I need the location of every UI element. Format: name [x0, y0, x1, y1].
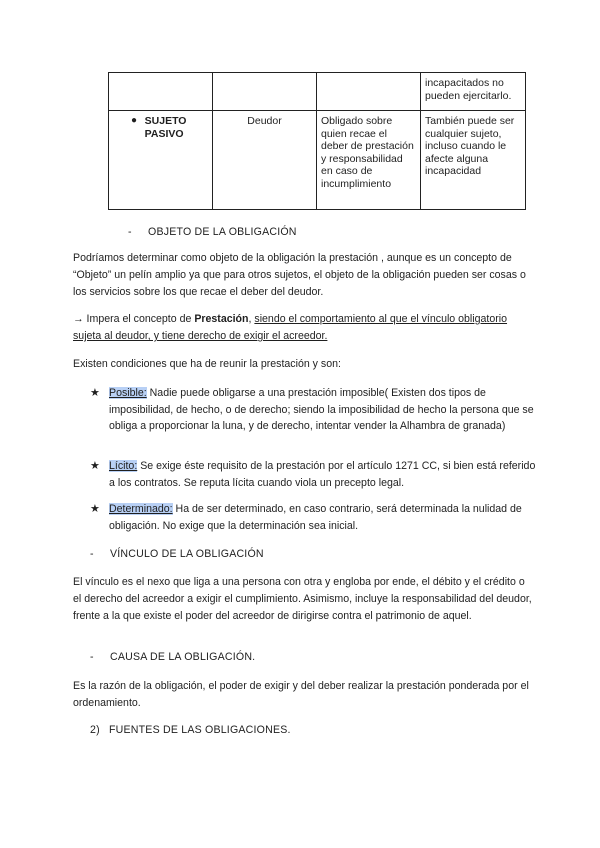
subjects-table — [108, 72, 526, 210]
condition-label: Lícito: — [109, 460, 138, 472]
heading-text: CAUSA DE LA OBLIGACIÓN. — [110, 651, 256, 663]
condition-text — [109, 385, 536, 435]
causa-paragraph: Es la razón de la obligación, el poder de exigir y del deber realizar la prestación ponderada por el ordenamiento. — [73, 680, 529, 709]
dash-marker: - — [90, 651, 94, 663]
underlined-text: siendo el comportamiento al que el vínculo obligatorio sujeta al deudor, y tiene derecho de exigir el acreedor. — [73, 313, 508, 342]
condition-text — [109, 501, 536, 534]
table-cell: incapacitados no pueden ejercitarlo. — [421, 73, 526, 111]
condition-body: Ha de ser determinado, en caso contrario, será determinada la nulidad de obligación. No exige que la determinación sea inicial. — [109, 503, 522, 532]
table-cell: También puede ser cualquier sujeto, incluso cuando le afecte alguna incapacidad — [421, 111, 526, 210]
star-icon: ★ — [90, 387, 100, 399]
condition-label: Determinado: — [109, 503, 173, 515]
condition-item — [90, 501, 536, 534]
text-run: , — [248, 313, 255, 325]
table-cell: Deudor — [213, 111, 317, 210]
table-cell — [213, 73, 317, 111]
table-row — [109, 73, 526, 111]
section-number: 2) — [90, 724, 100, 736]
table-cell — [109, 111, 213, 210]
bold-term: Prestación — [194, 313, 249, 325]
heading-text: VÍNCULO DE LA OBLIGACIÓN — [110, 548, 264, 560]
section-heading-objeto — [128, 225, 297, 239]
condition-text — [109, 458, 536, 491]
subject-label — [113, 115, 208, 140]
table-cell — [109, 73, 213, 111]
heading-text: OBJETO DE LA OBLIGACIÓN — [148, 226, 297, 238]
subject-name: SUJETO PASIVO — [144, 115, 187, 140]
section-heading-vinculo — [90, 547, 264, 561]
table-cell — [317, 73, 421, 111]
table-cell: Obligado sobre quien recae el deber de prestación y responsabilidad en caso de incumplimiento — [317, 111, 421, 210]
arrow-icon: → — [73, 313, 84, 325]
vinculo-paragraph: El vínculo es el nexo que liga a una persona con otra y engloba por ende, el débito y el crédito o el derecho del acreedor a exigir el cumplimiento. Asimismo, incluye la responsabilidad del deudor, frente a la que existe el poder del acreedor de dirigirse contra el patrimonio de aquel. — [73, 576, 532, 622]
table-row — [109, 111, 526, 210]
condition-item — [90, 385, 536, 435]
heading-text: FUENTES DE LAS OBLIGACIONES. — [109, 724, 291, 736]
text-run: Impera el concepto de — [86, 313, 195, 325]
dash-marker: - — [90, 548, 94, 560]
conditions-intro: Existen condiciones que ha de reunir la prestación y son: — [73, 358, 341, 370]
star-icon: ★ — [90, 503, 100, 515]
condition-item — [90, 458, 536, 491]
condition-label: Posible: — [109, 387, 147, 399]
section-heading-causa — [90, 650, 255, 664]
dash-marker: - — [128, 226, 132, 238]
star-icon: ★ — [90, 460, 100, 472]
condition-body: Se exige éste requisito de la prestación por el artículo 1271 CC, si bien está referido a los contratos. Se reputa lícita cuando viola un precepto legal. — [109, 460, 536, 489]
section-heading-fuentes — [90, 723, 291, 737]
objeto-paragraph: Podríamos determinar como objeto de la obligación la prestación , aunque es un concepto de “Objeto” un pelín amplio ya que para otros sujetos, el objeto de la obligación pueden ser cosas o los servicios sobre los que recae el deber del deudor. — [73, 252, 526, 298]
condition-body: Nadie puede obligarse a una prestación imposible( Existen dos tipos de imposibilidad, de hecho, o de derecho; siendo la imposibilidad de hecho la persona que se obliga a proporcionar la luna, y de derecho, intentar vender la Alhambra de granada) — [109, 387, 534, 432]
prestacion-paragraph — [73, 311, 535, 345]
bullet-icon: ● — [131, 115, 138, 126]
